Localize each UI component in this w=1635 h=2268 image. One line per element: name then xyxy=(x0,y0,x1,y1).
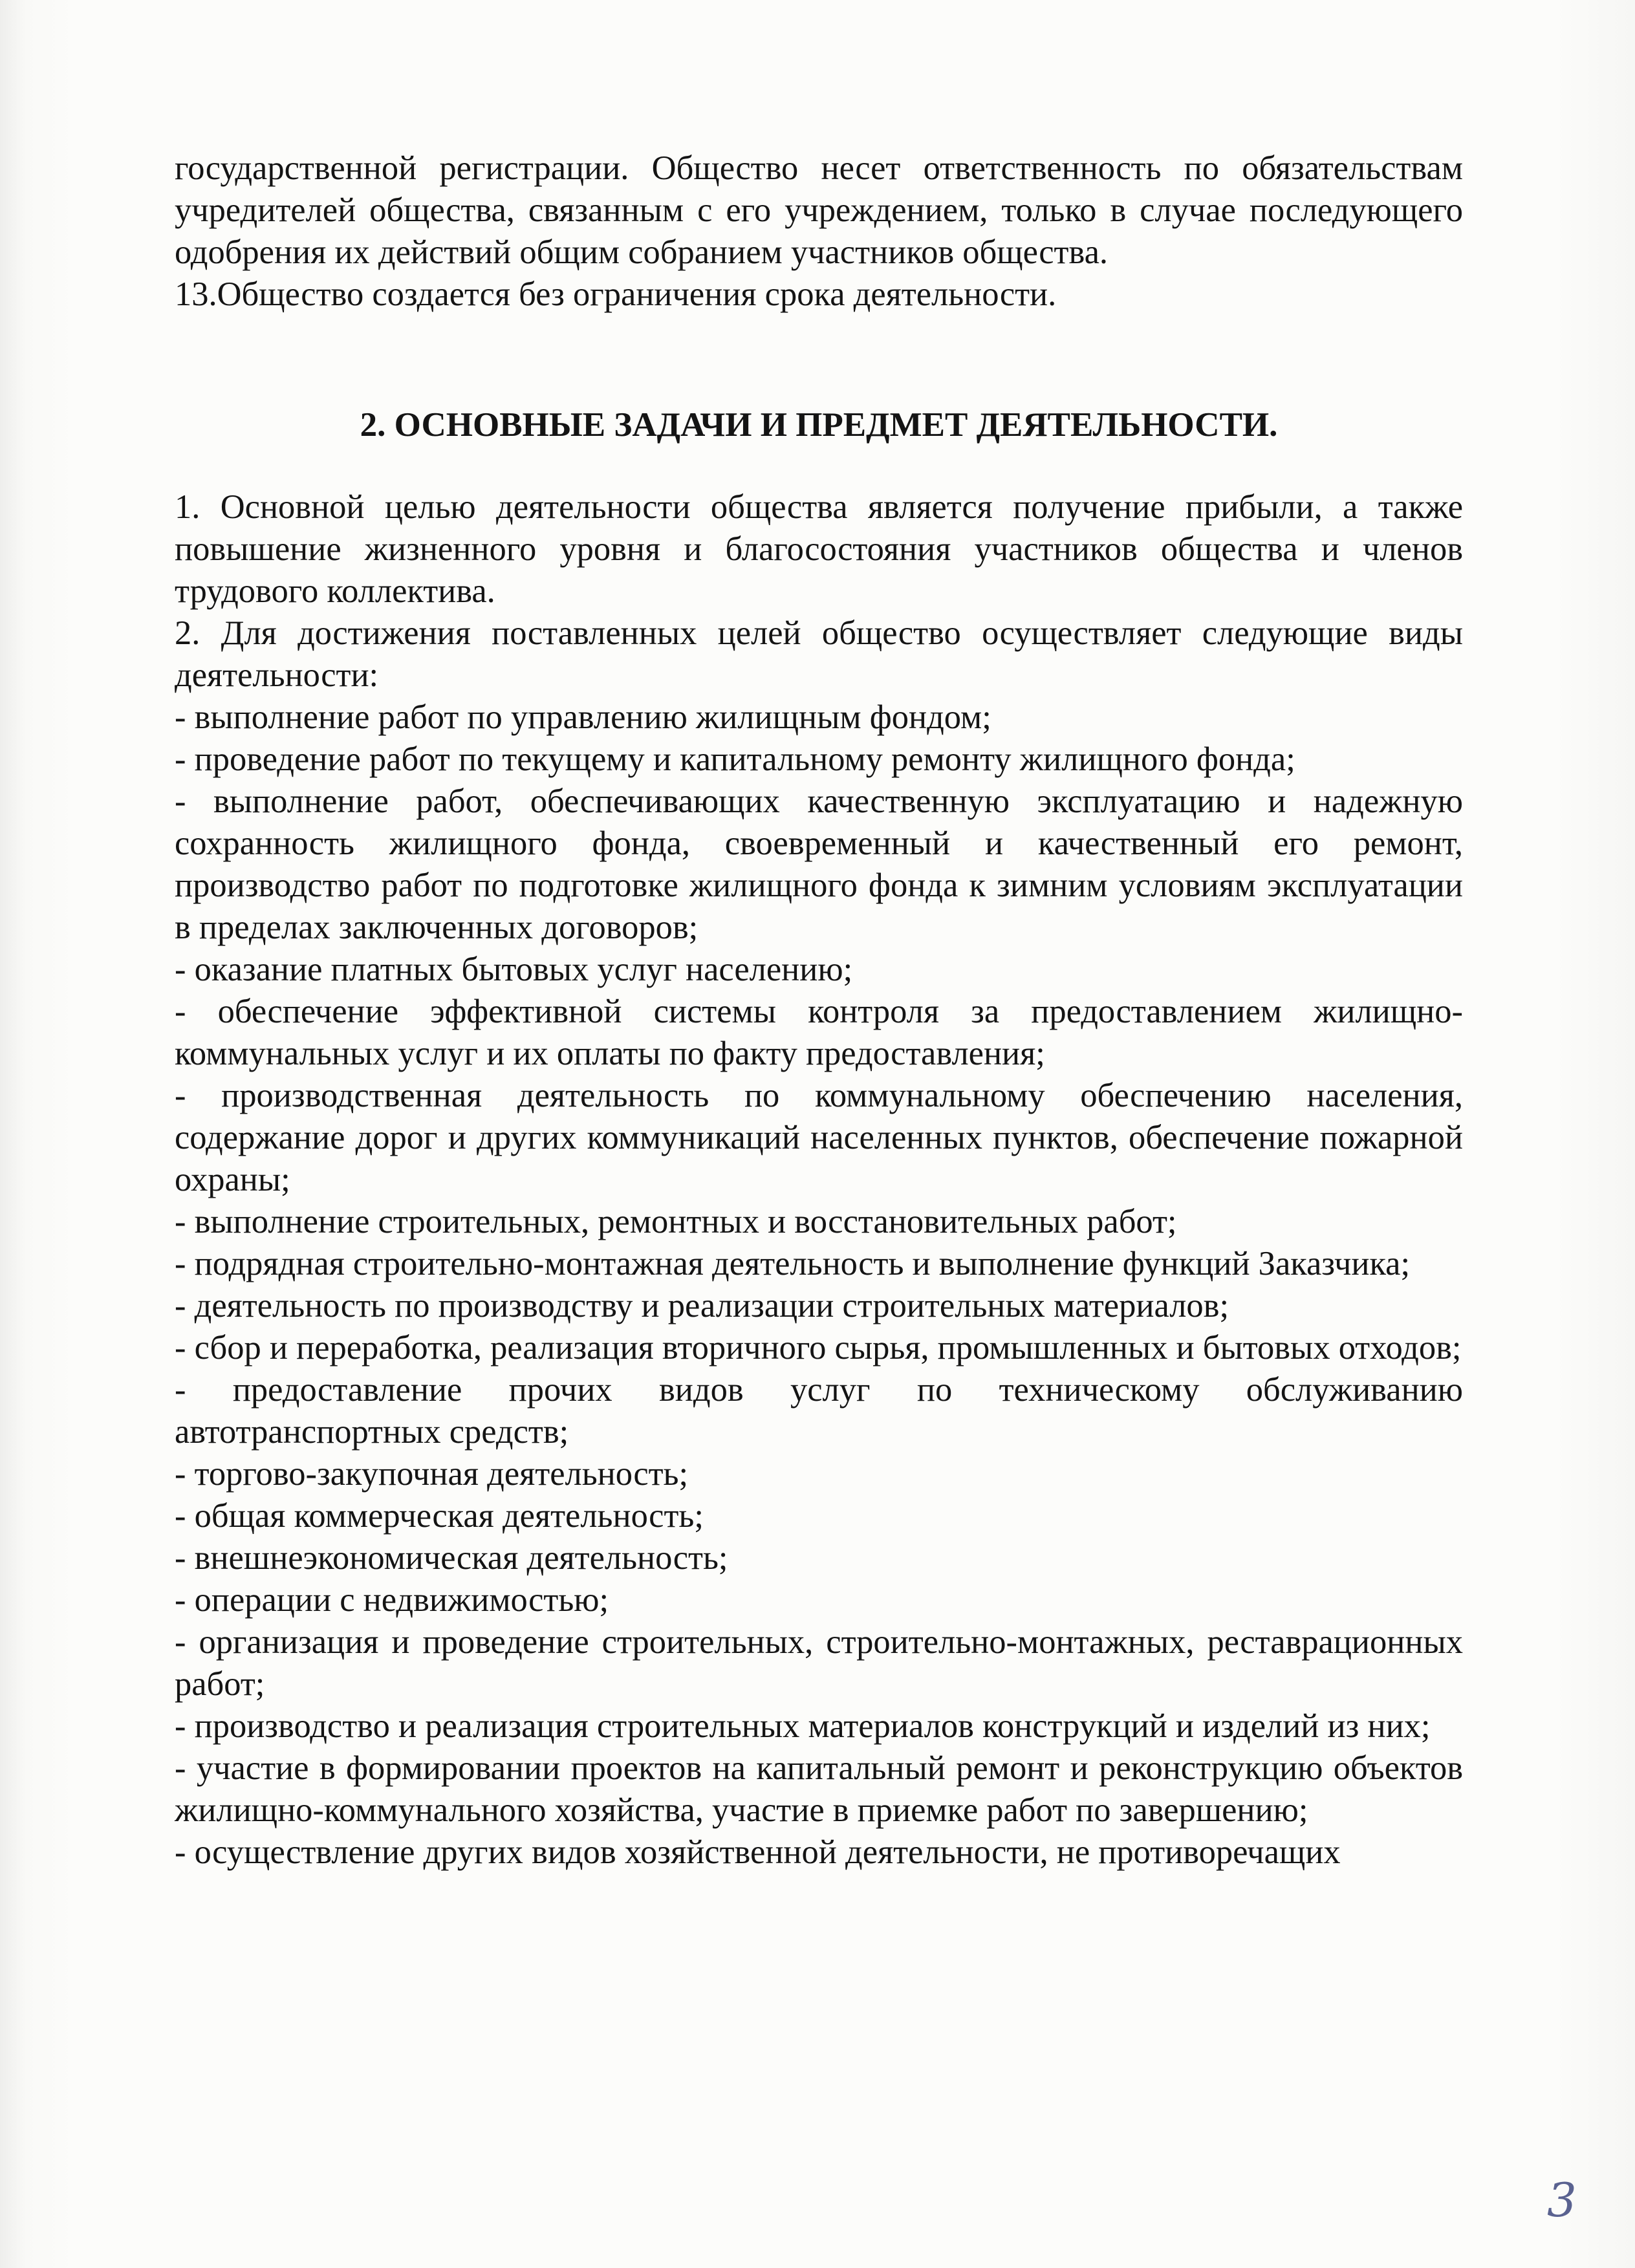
activity-item: - оказание платных бытовых услуг населению; xyxy=(175,951,853,988)
activity-item: - выполнение строительных, ремонтных и восстановительных работ; xyxy=(175,1203,1177,1240)
activity-item: - выполнение работ по управлению жилищным фондом; xyxy=(175,698,991,736)
activity-item: - операции с недвижимостью; xyxy=(175,1581,609,1619)
activity-item: - подрядная строительно-монтажная деятельность и выполнение функций Заказчика; xyxy=(175,1245,1411,1282)
activity-item: - обеспечение эффективной системы контроля за предоставлением жилищно-коммунальных услуг и их оплаты по факту предоставления; xyxy=(175,993,1463,1072)
activity-item: - участие в формировании проектов на капитальный ремонт и реконструкцию объектов жилищно-коммунального хозяйства, участие в приемке работ по завершению; xyxy=(175,1749,1463,1829)
intro-text xyxy=(175,147,1463,316)
paragraph-2: 2. Для достижения поставленных целей общество осуществляет следующие виды деятельности: xyxy=(175,614,1463,694)
section-body xyxy=(175,486,1463,1874)
activity-item: - осуществление других видов хозяйственной деятельности, не противоречащих xyxy=(175,1833,1341,1871)
clause-13: 13.Общество создается без ограничения срока деятельности. xyxy=(175,275,1057,313)
activity-item: - производственная деятельность по коммунальному обеспечению населения, содержание дорог и других коммуникаций населенных пунктов, обеспечение пожарной охраны; xyxy=(175,1077,1463,1198)
activity-item: - деятельность по производству и реализации строительных материалов; xyxy=(175,1287,1229,1324)
activity-item: - выполнение работ, обеспечивающих качественную эксплуатацию и надежную сохранность жилищного фонда, своевременный и качественный его ремонт, производство работ по подготовке жилищного фонда к зимним условиям эксплуатации в пределах заключенных договоров; xyxy=(175,783,1463,946)
page-number: 3 xyxy=(1547,2173,1577,2227)
activity-item: - организация и проведение строительных, строительно-монтажных, реставрационных работ; xyxy=(175,1623,1463,1703)
activity-item: - предоставление прочих видов услуг по техническому обслуживанию автотранспортных средств; xyxy=(175,1371,1463,1451)
activity-item: - производство и реализация строительных материалов конструкций и изделий из них; xyxy=(175,1707,1431,1745)
paragraph-1: 1. Основной целью деятельности общества является получение прибыли, а также повышение жизненного уровня и благосостояния участников общества и членов трудового коллектива. xyxy=(175,488,1463,610)
section-title: 2. ОСНОВНЫЕ ЗАДАЧИ И ПРЕДМЕТ ДЕЯТЕЛЬНОСТИ. xyxy=(360,406,1278,444)
activity-item: - общая коммерческая деятельность; xyxy=(175,1497,704,1535)
activity-item: - проведение работ по текущему и капитальному ремонту жилищного фонда; xyxy=(175,740,1295,778)
activity-item: - сбор и переработка, реализация вторичного сырья, промышленных и бытовых отходов; xyxy=(175,1329,1462,1366)
activity-item: - внешнеэкономическая деятельность; xyxy=(175,1539,728,1577)
activity-item: - торгово-закупочная деятельность; xyxy=(175,1455,689,1493)
intro-paragraph: государственной регистрации. Общество несет ответственность по обязательствам учредителей общества, связанным с его учреждением, только в случае последующего одобрения их действий общим собранием участников общества. xyxy=(175,149,1463,271)
